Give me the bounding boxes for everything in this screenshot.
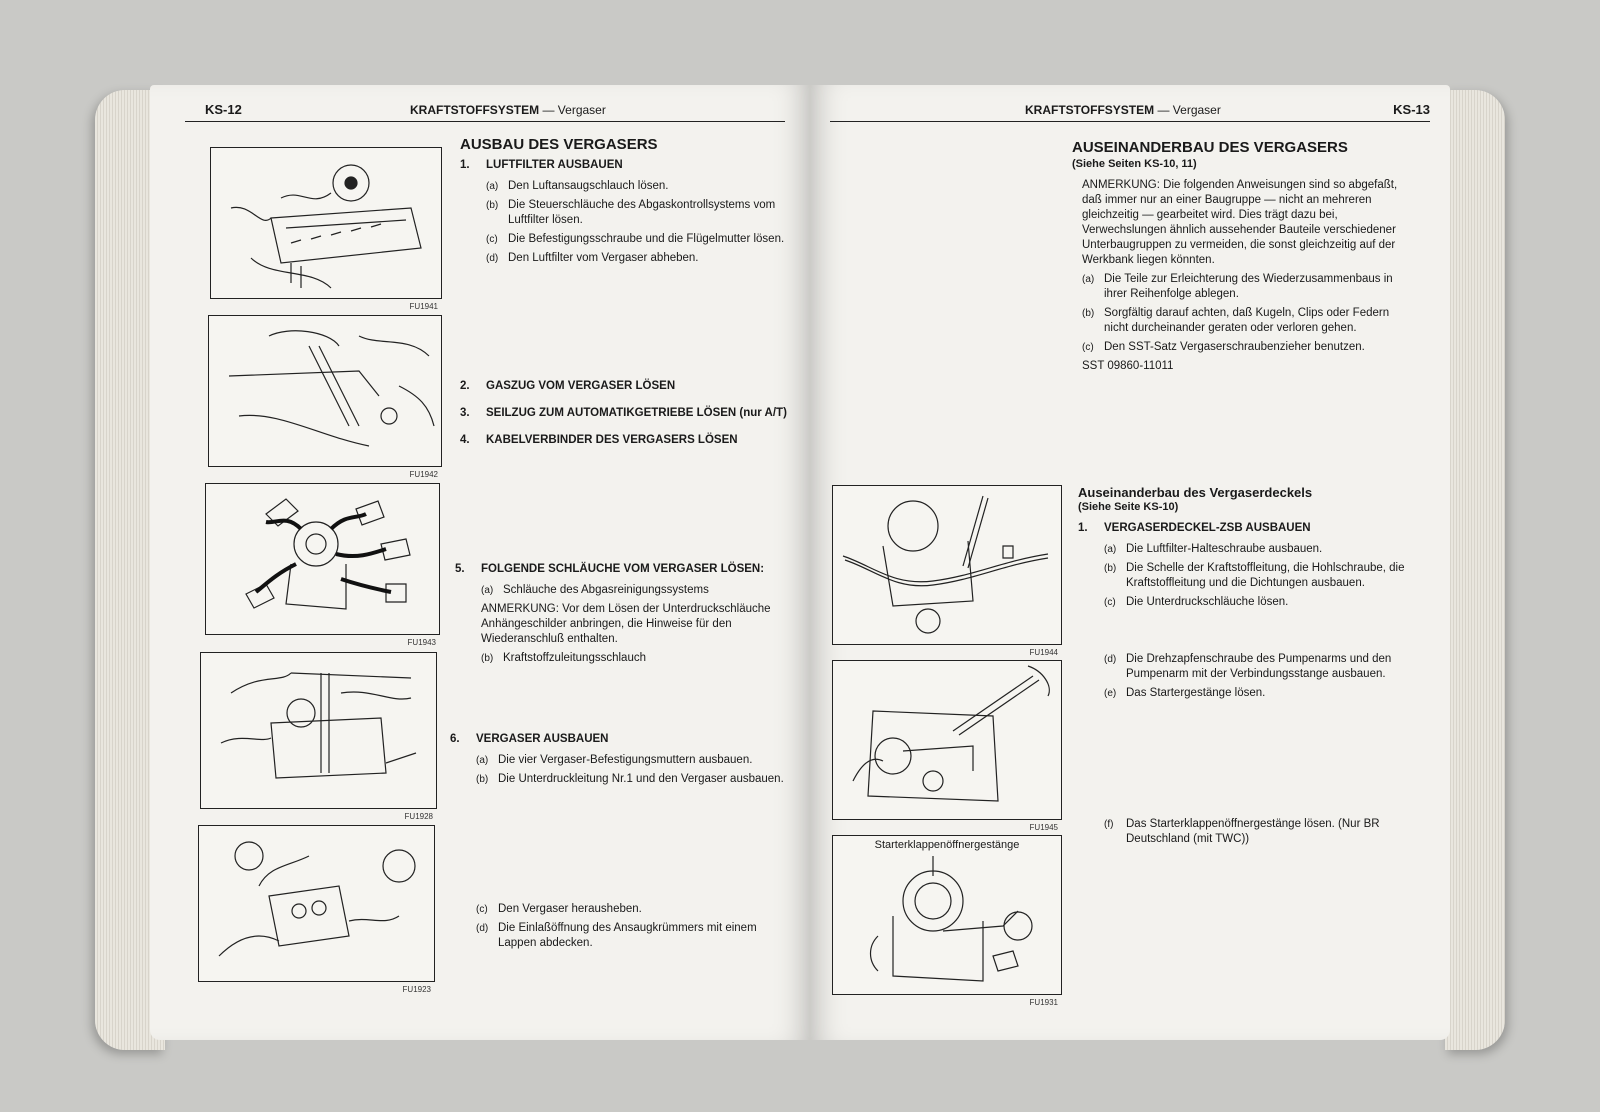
figure-code: FU1943 xyxy=(407,638,436,647)
step-item: (e) Das Startergestänge lösen. xyxy=(1104,687,1266,699)
section-title: AUSEINANDERBAU DES VERGASERS xyxy=(1072,139,1348,156)
note-item: (c) Den SST-Satz Vergaserschraubenzieher benutzen. xyxy=(1082,341,1365,353)
section-title: AUSBAU DES VERGASERS xyxy=(460,136,658,153)
special-service-tool: SST 09860-11011 xyxy=(1082,360,1174,372)
step-item: (b) Die Schelle der Kraftstoffleitung, die Hohlschraube, die Kraftstoffleitung und die Dichtungen ausbauen. xyxy=(1104,562,1405,589)
step-item: (d) Die Drehzapfenschraube des Pumpenarms und den Pumpenarm mit der Verbindungsstange ausbauen. xyxy=(1104,653,1392,680)
step-heading: 3. SEILZUG ZUM AUTOMATIKGETRIEBE LÖSEN (nur A/T) xyxy=(460,407,787,419)
figure-intake-cover xyxy=(198,825,435,994)
carburetor-hoses-icon xyxy=(206,484,439,634)
step-item: (a) Schläuche des Abgasreinigungssystems xyxy=(481,584,709,596)
figure-air-filter xyxy=(210,147,442,311)
cover-disassembly-block xyxy=(1078,485,1418,614)
step-item: (d) Die Einlaßöffnung des Ansaugkrümmers mit einem Lappen abdecken. xyxy=(476,922,757,949)
note-text: ANMERKUNG: Die folgenden Anweisungen sind so abgefaßt, daß immer nur an einer Baugruppe — nicht an mehreren gleichzeitig — gearbeitet wird. Dies trägt dazu bei, Verwechslungen ähnlich aussehender Bauteile verschiedener Unterbaugruppen zu vermeiden, die sonst gleichzeitig auf der Werkbank liegen könnten. xyxy=(1082,179,1398,266)
choke-opener-block xyxy=(1078,815,1418,851)
steps-2-4-block xyxy=(460,375,795,454)
page-number: KS-13 xyxy=(1393,102,1430,117)
note-item: (a) Die Teile zur Erleichterung des Wiederzusammenbaus in ihrer Reihenfolge ablegen. xyxy=(1082,273,1393,300)
section-reference: (Siehe Seiten KS-10, 11) xyxy=(1072,158,1197,170)
step-heading: 1. LUFTFILTER AUSBAUEN xyxy=(460,159,623,171)
step-item: (c) Die Unterdruckschläuche lösen. xyxy=(1104,596,1289,608)
figure-code: FU1923 xyxy=(402,985,431,994)
subsection-title: Auseinanderbau des Vergaserdeckels xyxy=(1078,485,1313,500)
figure-code: FU1941 xyxy=(409,302,438,311)
figure-pump-arm xyxy=(832,660,1062,832)
figure-code: FU1945 xyxy=(1029,823,1058,832)
right-page-header xyxy=(830,95,1430,122)
figure-choke-linkage xyxy=(832,835,1062,1007)
step-item: (d) Den Luftfilter vom Vergaser abheben. xyxy=(486,252,699,264)
step-item: (b) Die Unterdruckleitung Nr.1 und den Vergaser ausbauen. xyxy=(476,773,784,785)
subsection-reference: (Siehe Seite KS-10) xyxy=(1078,501,1179,513)
pump-arm-block xyxy=(1078,650,1418,705)
step-heading: 6. VERGASER AUSBAUEN xyxy=(450,733,609,745)
figure-fuel-pipe xyxy=(832,485,1062,657)
step1-block xyxy=(460,137,795,270)
disassembly-intro-block xyxy=(1072,140,1412,374)
socket-wrench-icon xyxy=(201,653,436,808)
right-page-stack xyxy=(1445,90,1505,1050)
open-manual-book xyxy=(95,70,1505,1060)
figure-code: FU1944 xyxy=(1029,648,1058,657)
step6-continued-block xyxy=(450,900,795,955)
choke-linkage-icon xyxy=(833,836,1061,994)
engine-illustration-icon xyxy=(211,148,441,298)
figure-label: Starterklappenöffnergestänge xyxy=(874,839,1020,851)
step-item: (c) Den Vergaser herausheben. xyxy=(476,903,642,915)
step-item: (a) Den Luftansaugschlauch lösen. xyxy=(486,180,669,192)
step5-block xyxy=(455,558,795,670)
note-text: ANMERKUNG: Vor dem Lösen der Unterdruckschläuche Anhängeschilder anbringen, die Hinweise für den Wiederanschluß enthalten. xyxy=(481,603,771,645)
figure-throttle-cable xyxy=(208,315,442,479)
figure-code: FU1928 xyxy=(404,812,433,821)
figure-carburetor-removal xyxy=(200,652,437,821)
throttle-linkage-icon xyxy=(209,316,441,466)
step-item: (a) Die Luftfilter-Halteschraube ausbauen. xyxy=(1104,543,1323,555)
step-item: (b) Kraftstoffzuleitungsschlauch xyxy=(481,652,646,664)
hands-cover-icon xyxy=(199,826,434,981)
step-heading: 5. FOLGENDE SCHLÄUCHE VOM VERGASER LÖSEN: xyxy=(455,563,765,575)
screwdriver-fuel-pipe-icon xyxy=(833,486,1061,644)
figure-code: FU1931 xyxy=(1029,998,1058,1007)
note-item: (b) Sorgfältig darauf achten, daß Kugeln, Clips oder Federn nicht durcheinander geraten oder verloren gehen. xyxy=(1082,307,1390,334)
figure-vacuum-hoses xyxy=(205,483,440,647)
right-page xyxy=(810,85,1450,1040)
step-item: (f) Das Starterklappenöffnergestänge lösen. (Nur BR Deutschland (mit TWC)) xyxy=(1104,818,1380,845)
step6-block xyxy=(450,728,795,791)
pump-arm-icon xyxy=(833,661,1061,819)
page-number: KS-12 xyxy=(205,102,242,117)
step-heading: 2. GASZUG VOM VERGASER LÖSEN xyxy=(460,380,676,392)
header-title: KRAFTSTOFFSYSTEM — Vergaser xyxy=(1025,103,1221,117)
step-heading: 4. KABELVERBINDER DES VERGASERS LÖSEN xyxy=(460,434,738,446)
step-heading: 1. VERGASERDECKEL-ZSB AUSBAUEN xyxy=(1078,522,1311,534)
step-item: (c) Die Befestigungsschraube und die Flügelmutter lösen. xyxy=(486,233,785,245)
step-item: (b) Die Steuerschläuche des Abgaskontrollsystems vom Luftfilter lösen. xyxy=(486,199,776,226)
left-page xyxy=(150,85,810,1040)
header-title: KRAFTSTOFFSYSTEM — Vergaser xyxy=(410,103,606,117)
left-page-header xyxy=(185,95,785,122)
step-item: (a) Die vier Vergaser-Befestigungsmuttern ausbauen. xyxy=(476,754,753,766)
figure-code: FU1942 xyxy=(409,470,438,479)
